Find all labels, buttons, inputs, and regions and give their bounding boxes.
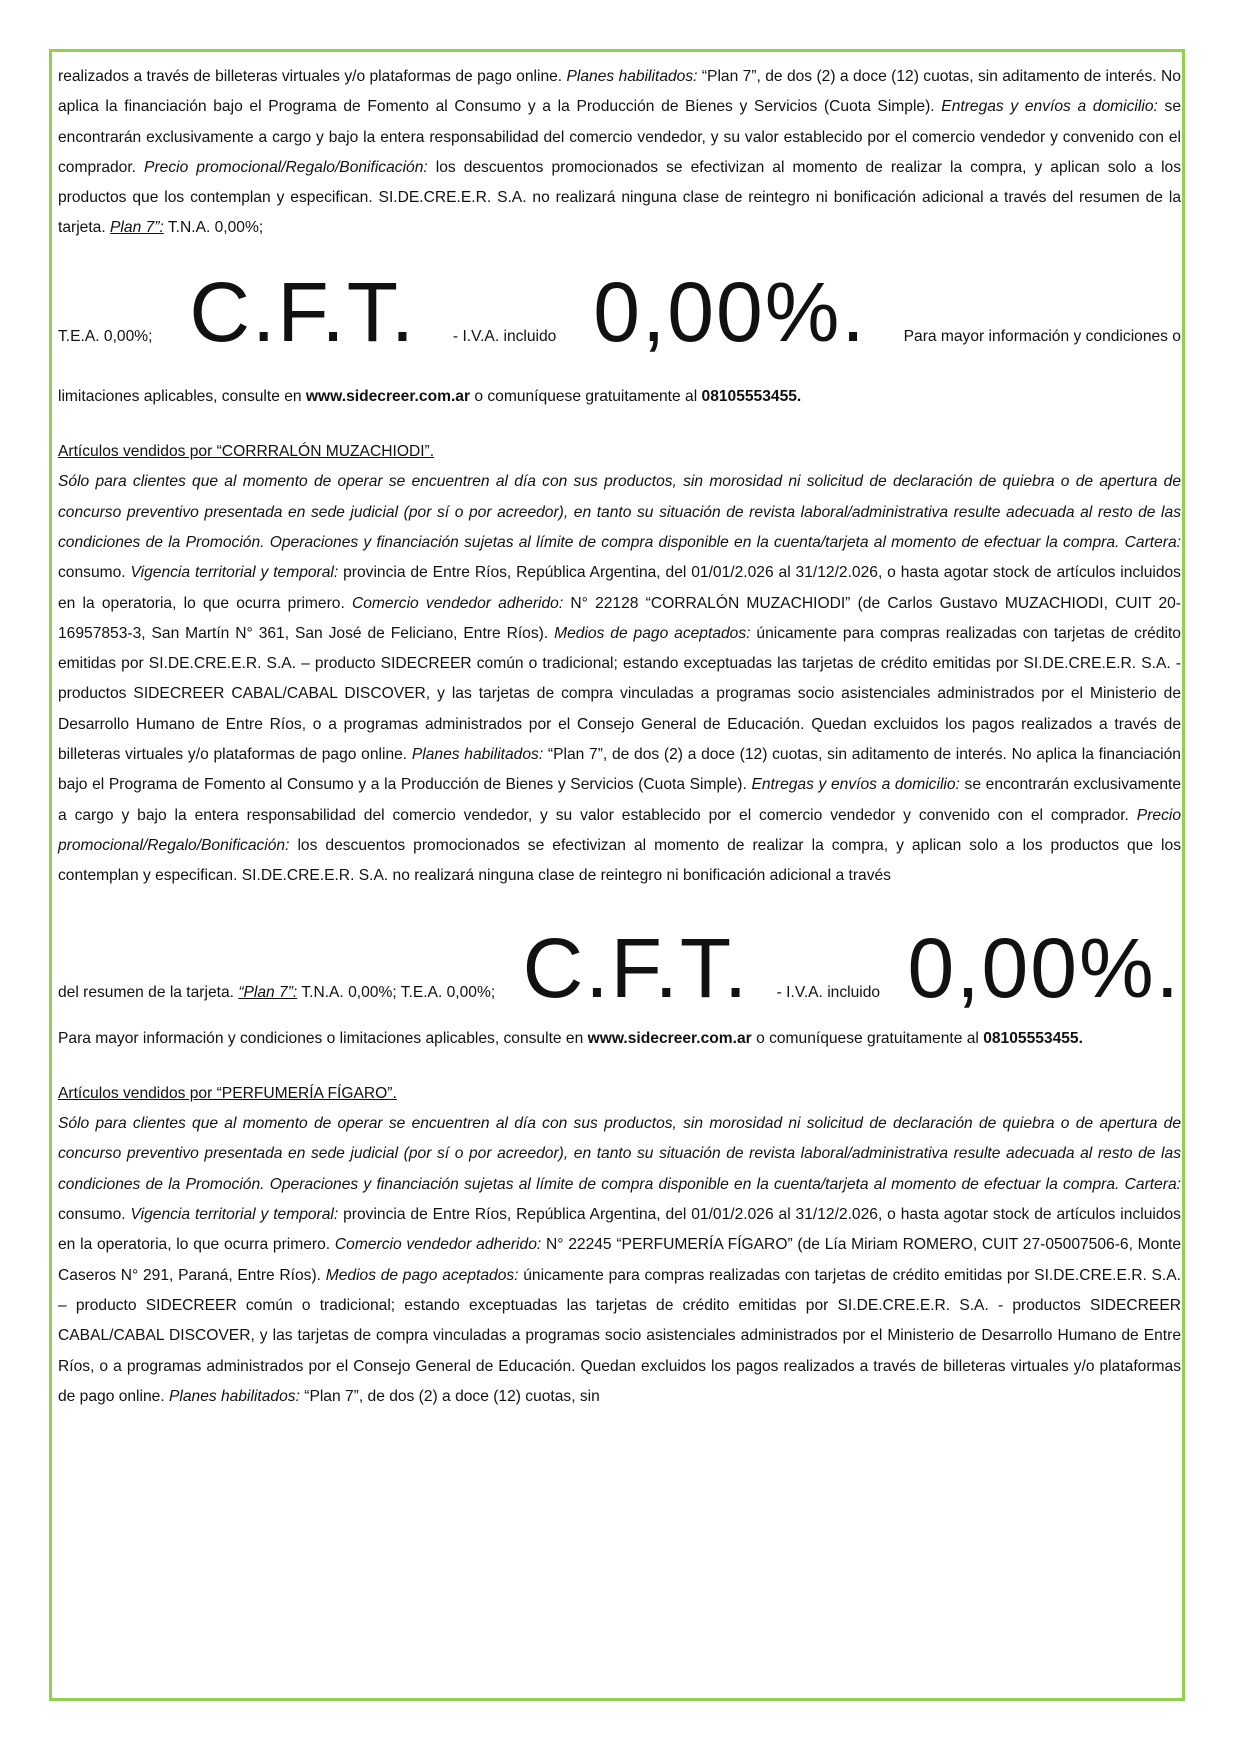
medios-text: únicamente para compras realizadas con tarjetas de crédito emitidas por SI.DE.CRE.E.R. S.A. – producto SIDECREER común o tradicional; estando exceptuadas las tarjetas de crédito emitidas por SI.DE.CRE.E.R. S.A. - productos SIDECREER CABAL/CABAL DISCOVER, y las tarjetas de compra vinculadas a programas socio asistenciales administrados por el Ministerio de Desarrollo Humano de Entre Ríos, o a programas administrados por el Consejo General de Educación. Quedan excluidos los pagos realizados a través de billeteras virtuales y/o plataformas de pago online. <box>58 1266 1181 1405</box>
precio-label: Precio promocional/Regalo/Bonificación: <box>58 806 1181 854</box>
planes-text: “Plan 7”, de dos (2) a doce (12) cuotas, sin <box>304 1387 600 1405</box>
eligibility-text: Sólo para clientes que al momento de operar se encuentren al día con sus productos, sin morosidad ni solicitud de declaración de quiebra o de apertura de concurso preventivo presentada en sede judicial (por sí o por acreedor), en tanto su situación de revista laboral/administrativa resulte adecuada al resto de las condiciones de la Promoción. Operaciones y financiación sujetas al límite de compra disponible en la cuenta/tarjeta al momento de efectuar la compra. <box>58 1115 1181 1193</box>
comercio-text: N° 22245 “PERFUMERÍA FÍGARO” (de Lía Miriam ROMERO, CUIT 27-05007506-6, Monte Caseros N° 291, Paraná, Entre Ríos). <box>58 1236 1181 1284</box>
precio-text: los descuentos promocionados se efectivizan al momento de realizar la compra, y aplican solo a los productos que los contemplan y especifican. SI.DE.CRE.E.R. S.A. no realizará ninguna clase de reintegro ni bonificación adicional a través <box>58 836 1181 885</box>
tna-text: T.N.A. 0,00%; <box>167 219 264 237</box>
lead-text: realizados a través de billeteras virtuales y/o plataformas de pago online. <box>58 68 563 85</box>
section-heading-muzachiodi: Artículos vendidos por “CORRRALÓN MUZACHIODI”. <box>58 443 435 461</box>
entregas-text: se encontrarán exclusivamente a cargo y bajo la entera responsabilidad del comercio vendedor, y su valor establecido por el comercio vendedor y convenido con el comprador. <box>58 98 1181 176</box>
cartera-text: consumo. <box>58 1206 126 1224</box>
medios-label: Medios de pago aceptados: <box>325 1266 519 1284</box>
planes-text: “Plan 7”, de dos (2) a doce (12) cuotas, sin aditamento de interés. No aplica la financiación bajo el Programa de Fomento al Consumo y a la Producción de Bienes y Servicios (Cuota Simple). <box>58 68 1181 116</box>
tea-text: T.E.A. 0,00%; <box>58 327 153 345</box>
section-heading-figaro: Artículos vendidos por “PERFUMERÍA FÍGARO”. <box>58 1084 397 1102</box>
planes-text: “Plan 7”, de dos (2) a doce (12) cuotas, sin aditamento de interés. No aplica la financiación bajo el Programa de Fomento al Consumo y a la Producción de Bienes y Servicios (Cuota Simple). <box>58 746 1181 794</box>
cartera-label: Cartera: <box>1124 533 1181 551</box>
block2-paragraph <box>58 467 1181 891</box>
planes-label: Planes habilitados: <box>169 1387 300 1405</box>
comercio-label: Comercio vendedor adherido: <box>352 594 564 612</box>
eligibility-text: Sólo para clientes que al momento de operar se encuentren al día con sus productos, sin morosidad ni solicitud de declaración de quiebra o de apertura de concurso preventivo presentada en sede judicial (por sí o por acreedor), en tanto su situación de revista laboral/administrativa resulte adecuada al resto de las condiciones de la Promoción. Operaciones y financiación sujetas al límite de compra disponible en la cuenta/tarjeta al momento de efectuar la compra. <box>58 473 1181 551</box>
vigencia-label: Vigencia territorial y temporal: <box>130 564 339 582</box>
precio-text: los descuentos promocionados se efectivizan al momento de realizar la compra, y aplican solo a los productos que los contemplan y especifican. SI.DE.CRE.E.R. S.A. no realizará ninguna clase de reintegro ni bonificación adicional a través del resumen de la tarjeta. <box>58 158 1181 237</box>
cft-label: C.F.T. <box>522 920 750 1015</box>
vigencia-text: provincia de Entre Ríos, República Argentina, del 01/01/2.026 al 31/12/2.026, o hasta agotar stock de artículos incluidos en la operatoria, lo que ocurra primero. <box>58 564 1181 612</box>
vigencia-text: provincia de Entre Ríos, República Argentina, del 01/01/2.026 al 31/12/2.026, o hasta agotar stock de artículos incluidos en la operatoria, lo que ocurra primero. <box>58 1206 1181 1254</box>
medios-text: únicamente para compras realizadas con tarjetas de crédito emitidas por SI.DE.CRE.E.R. S.A. – producto SIDECREER común o tradicional; estando exceptuadas las tarjetas de crédito emitidas por SI.DE.CRE.E.R. S.A. - productos SIDECREER CABAL/CABAL DISCOVER, y las tarjetas de compra vinculadas a programas socio asistenciales administrados por el Ministerio de Desarrollo Humano de Entre Ríos, o a programas administrados por el Consejo General de Educación. Quedan excluidos los pagos realizados a través de billeteras virtuales y/o plataformas de pago online. <box>58 624 1181 764</box>
resumen-text: del resumen de la tarjeta. <box>58 983 234 1001</box>
cft-label: C.F.T. <box>189 264 417 359</box>
document-body <box>58 62 1181 1412</box>
block3-paragraph <box>58 1109 1181 1412</box>
tna-tea-text: T.N.A. 0,00%; T.E.A. 0,00%; <box>301 983 496 1001</box>
vigencia-label: Vigencia territorial y temporal: <box>130 1206 339 1224</box>
iva-text: - I.V.A. incluido <box>452 327 557 345</box>
cartera-text: consumo. <box>58 564 126 582</box>
contact-paragraph <box>58 1024 1181 1054</box>
phone-number: 08105553455. <box>701 387 802 405</box>
website-link[interactable]: www.sidecreer.com.ar <box>587 1029 752 1047</box>
entregas-label: Entregas y envíos a domicilio: <box>941 98 1158 116</box>
block1-paragraph <box>58 62 1181 244</box>
website-link[interactable]: www.sidecreer.com.ar <box>305 387 471 405</box>
planes-label: Planes habilitados: <box>411 746 544 764</box>
cft-value: 0,00%. <box>593 264 867 359</box>
planes-label: Planes habilitados: <box>566 68 698 85</box>
cartera-label: Cartera: <box>1124 1175 1181 1193</box>
cft-prefix <box>58 978 495 1008</box>
comercio-text: N° 22128 “CORRALÓN MUZACHIODI” (de Carlos Gustavo MUZACHIODI, CUIT 20-16957853-3, San Martín N° 361, San José de Feliciano, Entre Ríos). <box>58 594 1181 642</box>
contact-paragraph <box>58 382 1181 412</box>
entregas-text: se encontrarán exclusivamente a cargo y bajo la entera responsabilidad del comercio vendedor, y su valor establecido por el comercio vendedor y convenido con el comprador. <box>58 776 1181 824</box>
plan7-label: Plan 7”: <box>110 219 164 237</box>
comercio-label: Comercio vendedor adherido: <box>334 1236 542 1254</box>
plan7-label: “Plan 7”: <box>238 983 298 1001</box>
iva-text: - I.V.A. incluido <box>776 983 881 1001</box>
cft-value: 0,00%. <box>907 920 1181 1015</box>
cft-line <box>58 920 1181 1016</box>
cft-line <box>58 264 1181 360</box>
phone-text: o comuníquese gratuitamente al <box>474 387 698 405</box>
info-text: Para mayor información y condiciones o limitaciones aplicables, consulte en <box>58 1029 584 1047</box>
info-text-continued: limitaciones aplicables, consulte en <box>58 387 302 405</box>
precio-label: Precio promocional/Regalo/Bonificación: <box>144 158 428 176</box>
phone-number: 08105553455. <box>983 1029 1083 1047</box>
info-text: Para mayor información y condiciones o <box>903 327 1181 345</box>
medios-label: Medios de pago aceptados: <box>554 624 751 642</box>
phone-text: o comuníquese gratuitamente al <box>756 1029 979 1047</box>
entregas-label: Entregas y envíos a domicilio: <box>751 776 960 794</box>
